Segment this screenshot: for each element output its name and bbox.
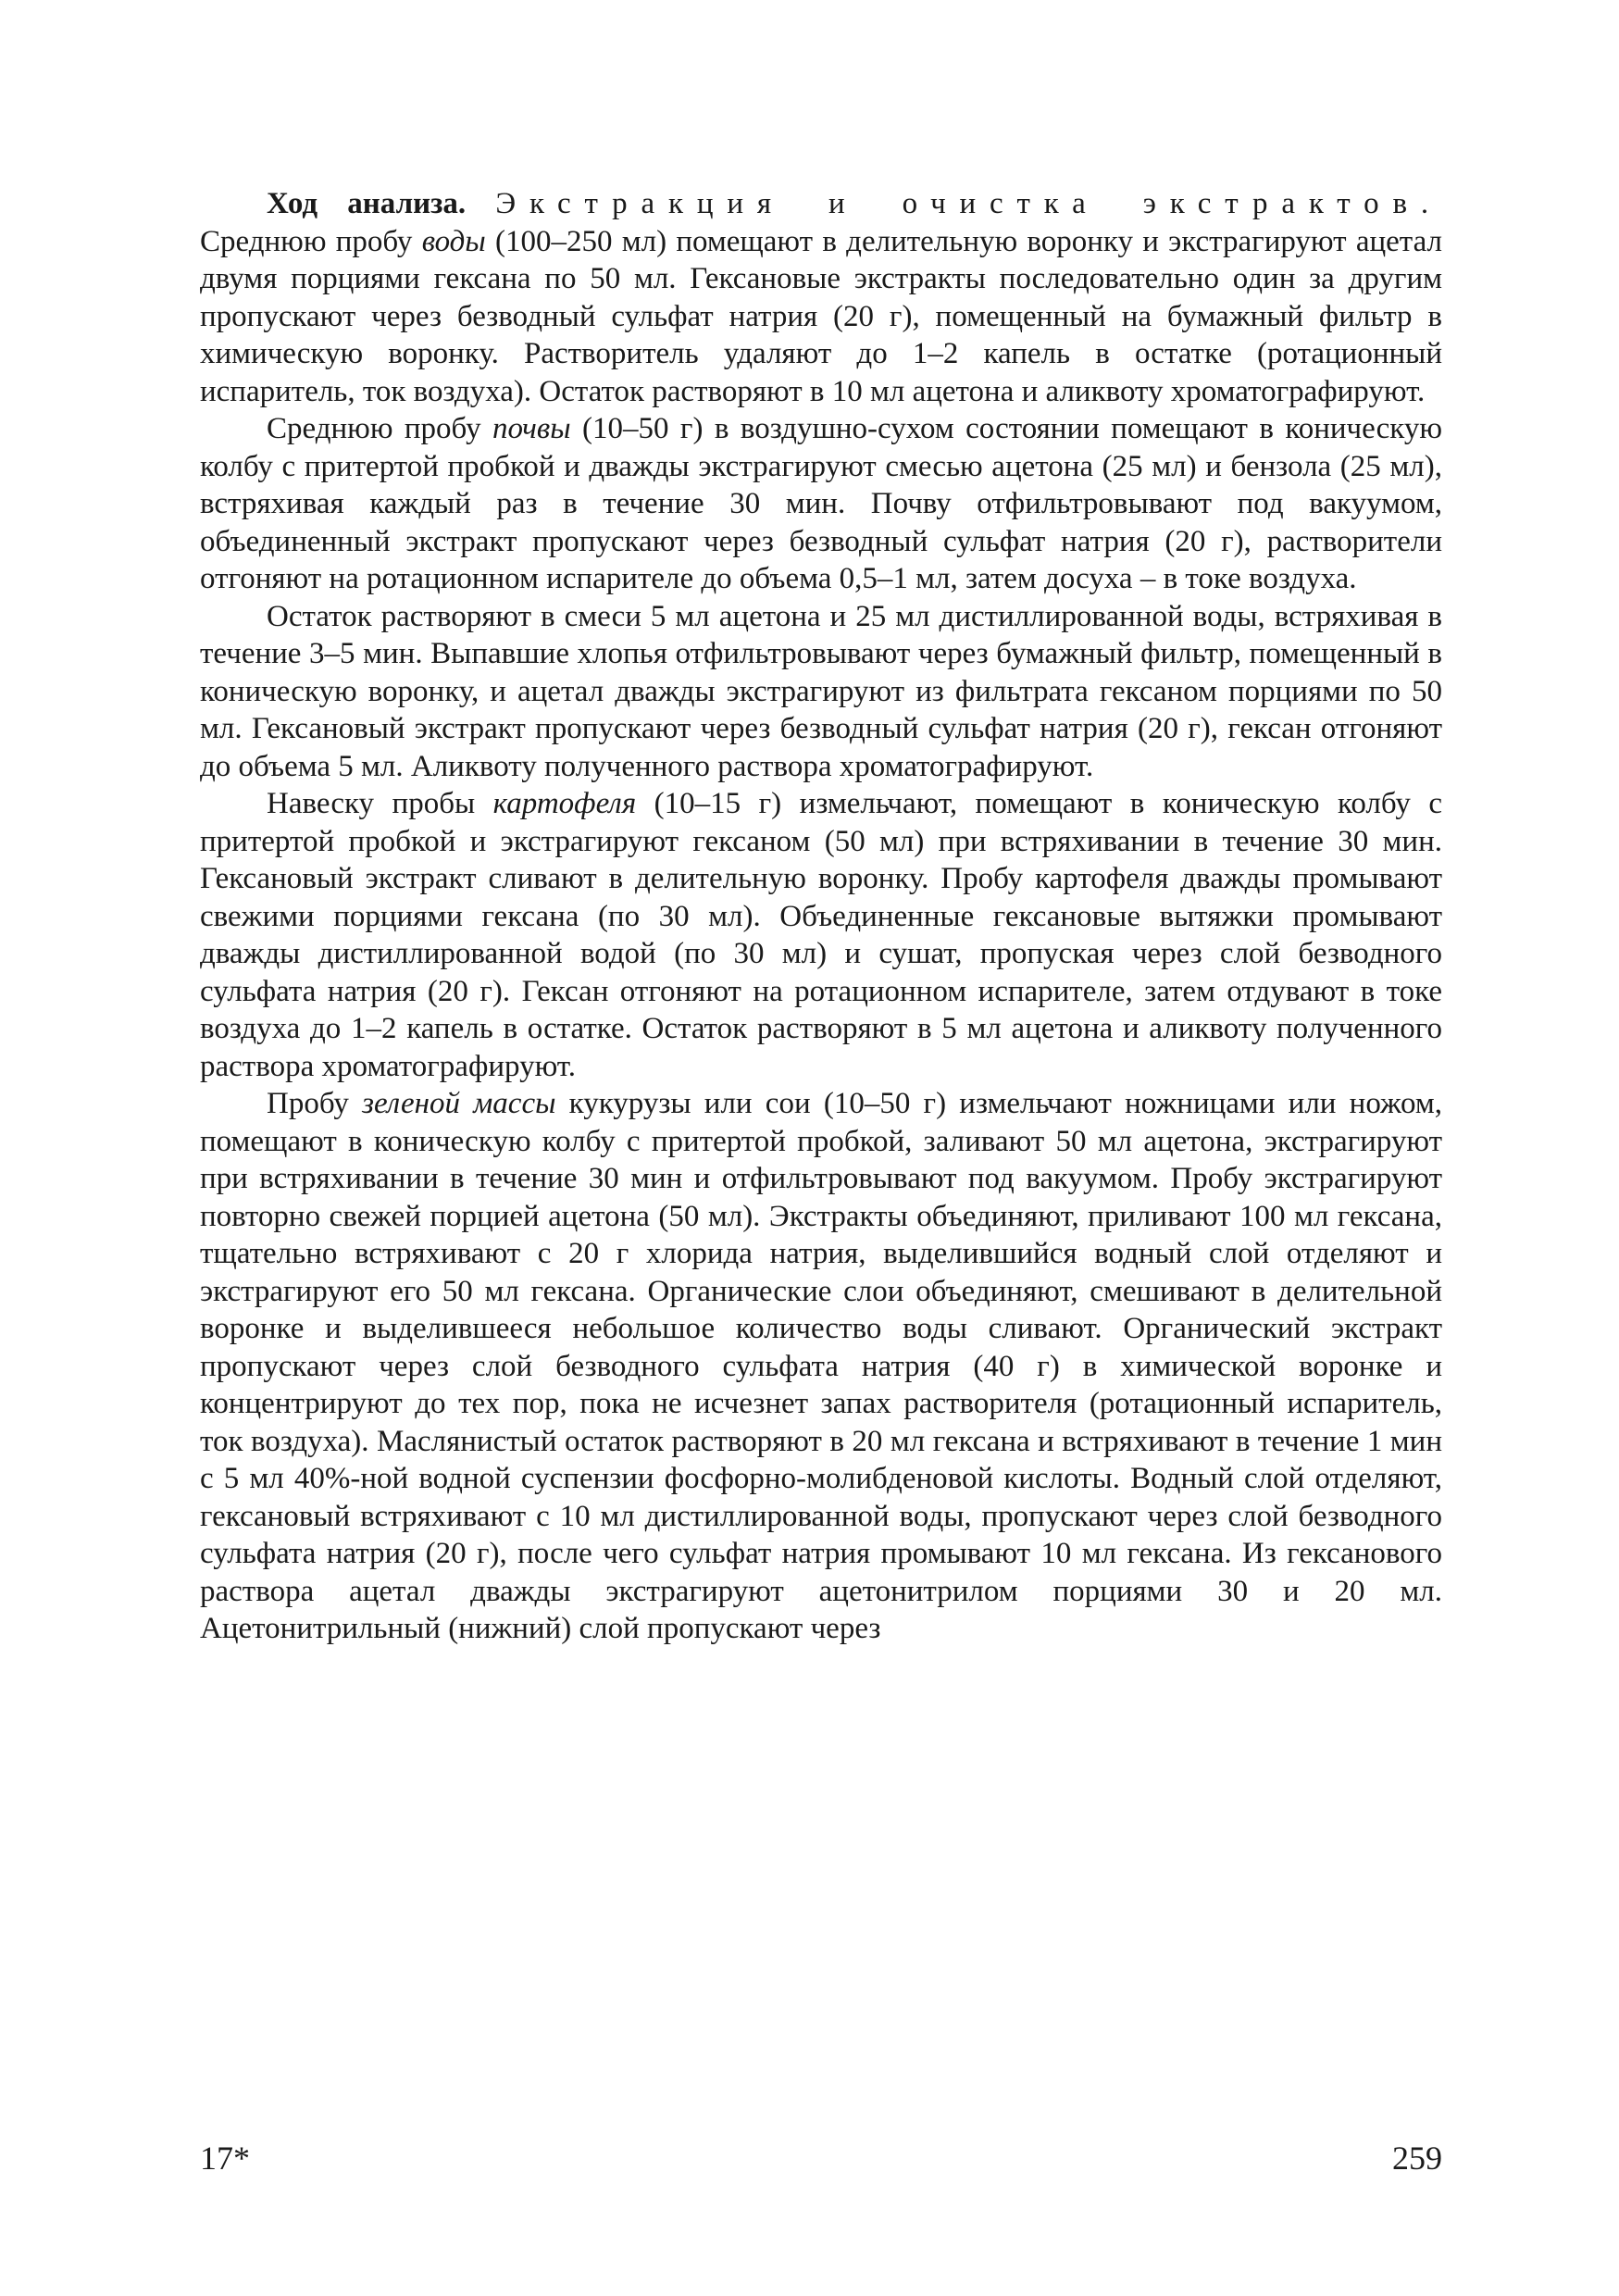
text-run: (10–50 г) в воздушно-сухом состоянии помещают в коническую колбу с притертой пробкой и дважды экстрагируют смесью ацетона (25 мл) и бензола (25 мл), встряхивая каждый раз в течение 30 мин. Почву отфильтровывают под вакуумом, объединенный экстракт пропускают через безводный сульфат натрия (20 г), растворители отгоняют на ротационном испарителе до объема 0,5–1 мл, затем досуха – в токе воздуха. — [200, 412, 1442, 595]
text-run: (100–250 мл) помещают в делительную воронку и экстрагируют ацетал двумя порциями гексана по 50 мл. Гексановые экстракты последовательно один за другим пропускают через безводный сульфат натрия (20 г), помещенный на бумажный фильтр в химическую воронку. Растворитель удаляют до 1–2 капель в остатке (ротационный испаритель, ток воздуха). Остаток растворяют в 10 мл ацетона и аликвоту хроматографируют. — [200, 224, 1442, 408]
italic-term: воды — [421, 224, 486, 258]
signature-mark: 17* — [200, 2140, 250, 2177]
text-run: (10–15 г) измельчают, помещают в коническую колбу с притертой пробкой и экстрагируют гексаном (50 мл) при встряхивании в течение 30 мин. Гексановый экстракт сливают в делительную воронку. Пробу картофеля дважды промывают свежими порциями гексана (по 30 мл). Объединенные гексановые вытяжки промывают дважды дистиллированной водой (по 30 мл) и сушат, пропуская через слой безводного сульфата натрия (20 г). Гексан отгоняют на ротационном испарителе, затем отдувают в токе воздуха до 1–2 капель в остатке. Остаток растворяют в 5 мл ацетона и аликвоту полученного раствора хроматографируют. — [200, 787, 1443, 1083]
text-run: Навеску пробы — [267, 787, 476, 820]
italic-term: зеленой массы — [362, 1087, 556, 1120]
page-body — [200, 185, 1442, 1648]
text-run: Среднюю пробу — [267, 412, 481, 445]
italic-term: почвы — [492, 412, 571, 445]
paragraph-soil — [200, 410, 1442, 598]
text-run: кукурузы или сои (10–50 г) измельчают ножницами или ножом, помещают в коническую колбу с притертой пробкой, заливают 50 мл ацетона, экстрагируют при встряхивании в течение 30 мин и отфильтровывают под вакуумом. Пробу экстрагируют повторно свежей порцией ацетона (50 мл). Экстракты объединяют, приливают 100 мл гексана, тщательно встряхивают с 20 г хлорида натрия, выделившийся водный слой отделяют и экстрагируют его 50 мл гексана. Органические слои объединяют, смешивают в делительной воронке и выделившееся небольшое количество воды сливают. Органический экстракт пропускают через слой безводного сульфата натрия (40 г) в химической воронке и концентрируют до тех пор, пока не исчезнет запах растворителя (ротационный испаритель, ток воздуха). Маслянистый остаток растворяют в 20 мл гексана и встряхивают в течение 1 мин с 5 мл 40%-ной водной суспензии фосфорно-молибденовой кислоты. Водный слой отделяют, гексановый встряхивают с 10 мл дистиллированной воды, пропускают через слой безводного сульфата натрия (20 г), после чего сульфат натрия промывают 10 мл гексана. Из гексанового раствора ацетал дважды экстрагируют ацетонитрилом порциями 30 и 20 мл. Ацетонитрильный (нижний) слой пропускают через — [200, 1087, 1442, 1645]
text-run: Остаток растворяют в смеси 5 мл ацетона и 25 мл дистиллированной воды, встряхивая в течение 3–5 мин. Выпавшие хлопья отфильтровывают через бумажный фильтр, помещенный в коническую воронку, и ацетал дважды экстрагируют из фильтрата гексаном порциями по 50 мл. Гексановый экстракт пропускают через безводный сульфат натрия (20 г), гексан отгоняют до объема 5 мл. Аликвоту полученного раствора хроматографируют. — [200, 599, 1442, 783]
section-subtitle: Экстракция и очистка экстрактов. — [495, 187, 1442, 220]
section-lead: Ход анализа. — [267, 187, 467, 220]
page-number: 259 — [1392, 2140, 1442, 2177]
page-footer — [200, 2139, 1442, 2185]
paragraph-water — [200, 185, 1442, 410]
paragraph-green-mass — [200, 1085, 1442, 1648]
paragraph-residue — [200, 598, 1442, 786]
text-run: Среднюю пробу — [200, 224, 413, 258]
text-run: Пробу — [267, 1087, 349, 1120]
paragraph-potato — [200, 785, 1442, 1085]
italic-term: картофеля — [492, 787, 637, 820]
